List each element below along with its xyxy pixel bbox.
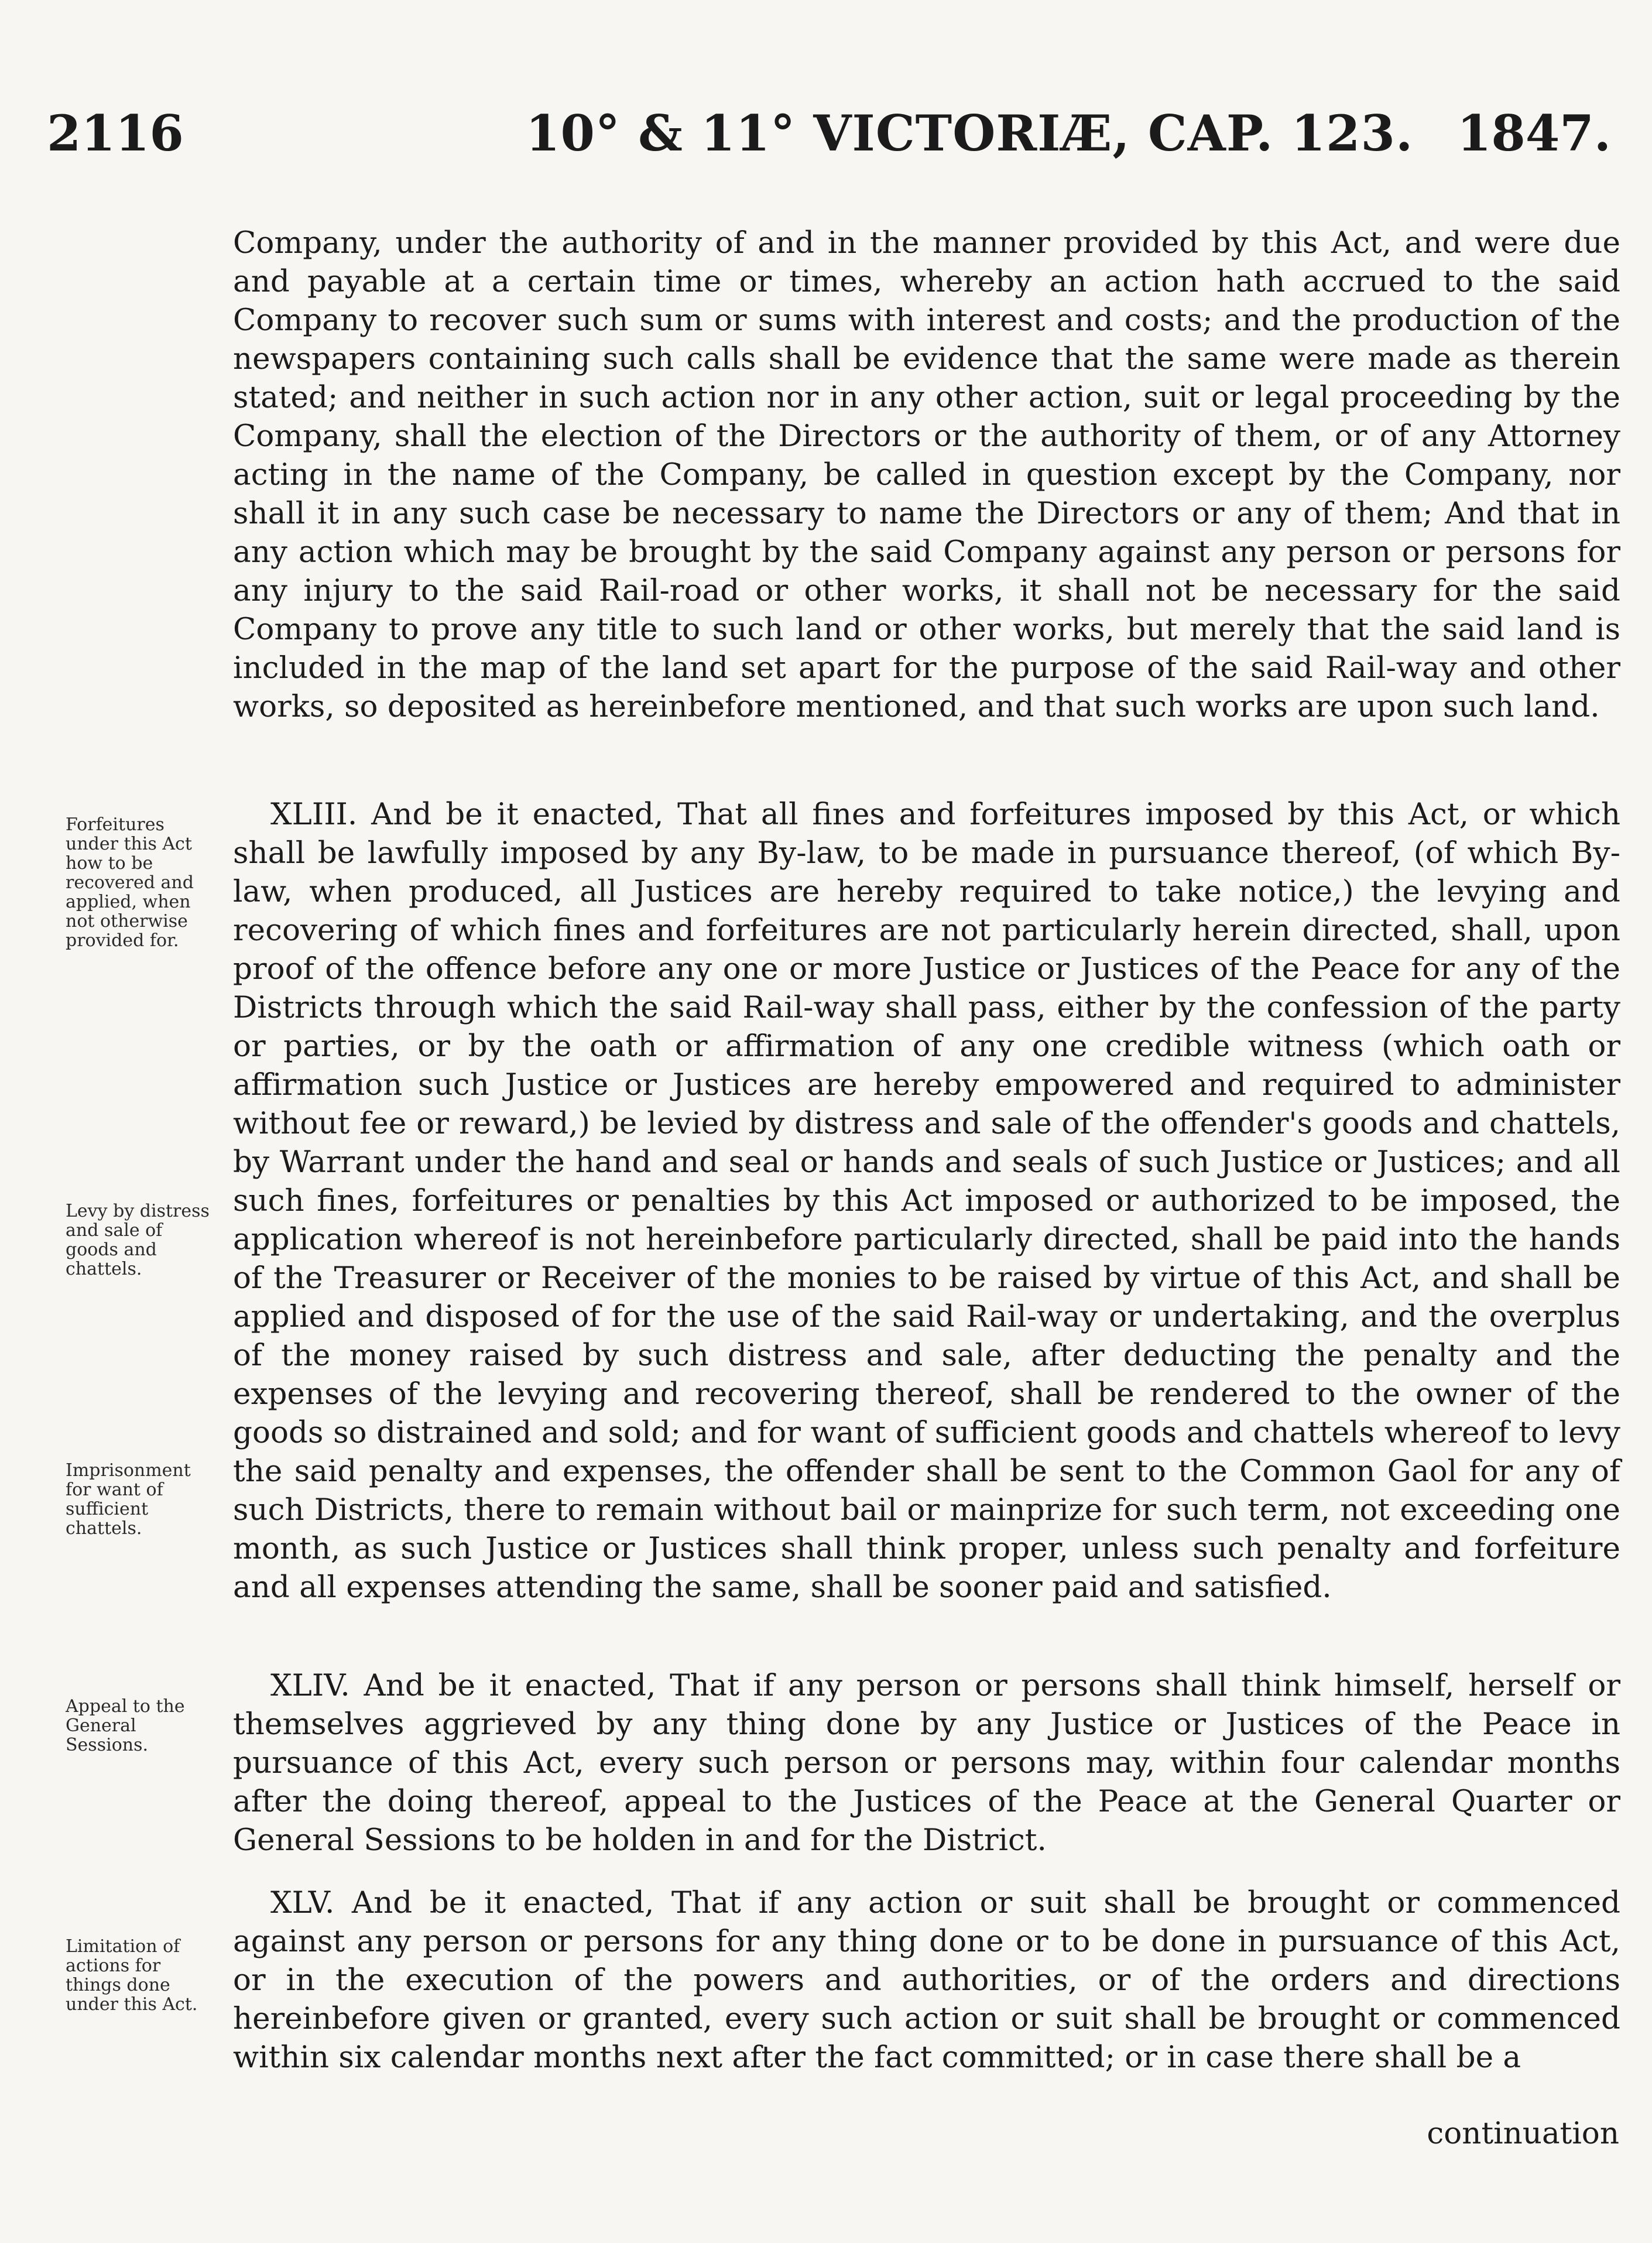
paragraph-text: And be it enacted, That all fines and forfeitures imposed by this Act, or which shall be lawfully imposed by any By-law, to be made in pursuance thereof, (of which By-law, when produced, all Justices are hereby required to take notice,) the levying and recovering of which fines and forfeitures are not particularly herein directed, shall, upon proof of the offence before any one or more Justice or Justices of the Peace for any of the Districts through which the said Rail-way shall pass, either by the confession of the party or parties, or by the oath or affirmation of any one credible witness (which oath or affirmation such Justice or Justices are hereby empowered and required to administer without fee or reward,) be levied by distress and sale of the offender's goods and chattels, by Warrant under the hand and seal or hands and seals of such Justice or Justices; and all such fines, forfeitures or penalties by this Act imposed or authorized to be imposed, the application whereof is not hereinbefore particularly directed, shall be paid into the hands of the Treasurer or Receiver of the monies to be raised by virtue of this Act, and shall be applied and disposed of for the use of the said Rail-way or undertaking, and the overplus of the money raised by such distress and sale, after deducting the penalty and the expenses of the levying and recovering thereof, shall be rendered to the owner of the goods so distrained and sold; and for want of sufficient goods and chattels whereof to levy the said penalty and expenses, the offender shall be sent to the Common Gaol for any of such Districts, there to remain without bail or mainprize for such term, not exceeding one month, as such Justice or Justices shall think proper, unless such penalty and forfeiture and all expenses attending the same, shall be sooner paid and satisfied. bbox=[233, 797, 1621, 1605]
paragraph-continued bbox=[233, 224, 1620, 726]
paragraph-text: Company, under the authority of and in the manner provided by this Act, and were due and payable at a certain time or times, whereby an action hath accrued to the said Company to recover such sum or sums with interest and costs; and the production of the newspapers containing such calls shall be evidence that the same were made as therein stated; and neither in such action nor in any other action, suit or legal proceeding by the Company, shall the election of the Directors or the authority of them, or of any Attorney acting in the name of the Company, be called in question except by the Company, nor shall it in any such case be necessary to name the Directors or any of them; And that in any action which may be brought by the said Company against any person or persons for any injury to the said Rail-road or other works, it shall not be necessary for the said Company to prove any title to such land or other works, but merely that the said land is included in the map of the land set apart for the purpose of the said Rail-way and other works, so deposited as hereinbefore mentioned, and that such works are upon such land. bbox=[233, 225, 1620, 724]
year: 1847. bbox=[1456, 104, 1611, 162]
paragraph-text: And be it enacted, That if any person or persons shall think himself, herself or themselves aggrieved by any thing done by any Justice or Justices of the Peace in pursuance of this Act, every such person or persons may, within four calendar months after the doing thereof, appeal to the Justices of the Peace at the General Quarter or General Sessions to be holden in and for the District. bbox=[233, 1668, 1621, 1858]
section-xlv bbox=[233, 1884, 1620, 2077]
margin-note: Levy by distress and sale of goods and chattels. bbox=[66, 1201, 210, 1279]
margin-note: Forfeitures under this Act how to be recovered and applied, when not otherwise provided for. bbox=[66, 814, 194, 951]
section-number: XLIV. bbox=[270, 1668, 350, 1703]
section-number: XLIII. bbox=[270, 797, 358, 832]
running-head bbox=[47, 104, 1611, 174]
running-title: 10° & 11° VICTORIÆ, CAP. 123. bbox=[526, 104, 1414, 162]
catchword: continuation bbox=[1427, 2116, 1619, 2151]
margin-note: Limitation of actions for things done under this Act. bbox=[66, 1936, 198, 2015]
page-number: 2116 bbox=[47, 104, 184, 162]
margin-note: Appeal to the General Sessions. bbox=[66, 1696, 185, 1755]
section-number: XLV. bbox=[270, 1885, 335, 1920]
section-xliii bbox=[233, 795, 1620, 1607]
margin-note: Imprisonment for want of sufficient chattels. bbox=[66, 1460, 191, 1539]
section-xliv bbox=[233, 1666, 1620, 1860]
paragraph-text: And be it enacted, That if any action or suit shall be brought or commenced against any person or persons for any thing done or to be done in pursuance of this Act, or in the execution of the powers and authorities, or of the orders and directions hereinbefore given or granted, every such action or suit shall be brought or commenced within six calendar months next after the fact committed; or in case there shall be a bbox=[233, 1885, 1620, 2075]
